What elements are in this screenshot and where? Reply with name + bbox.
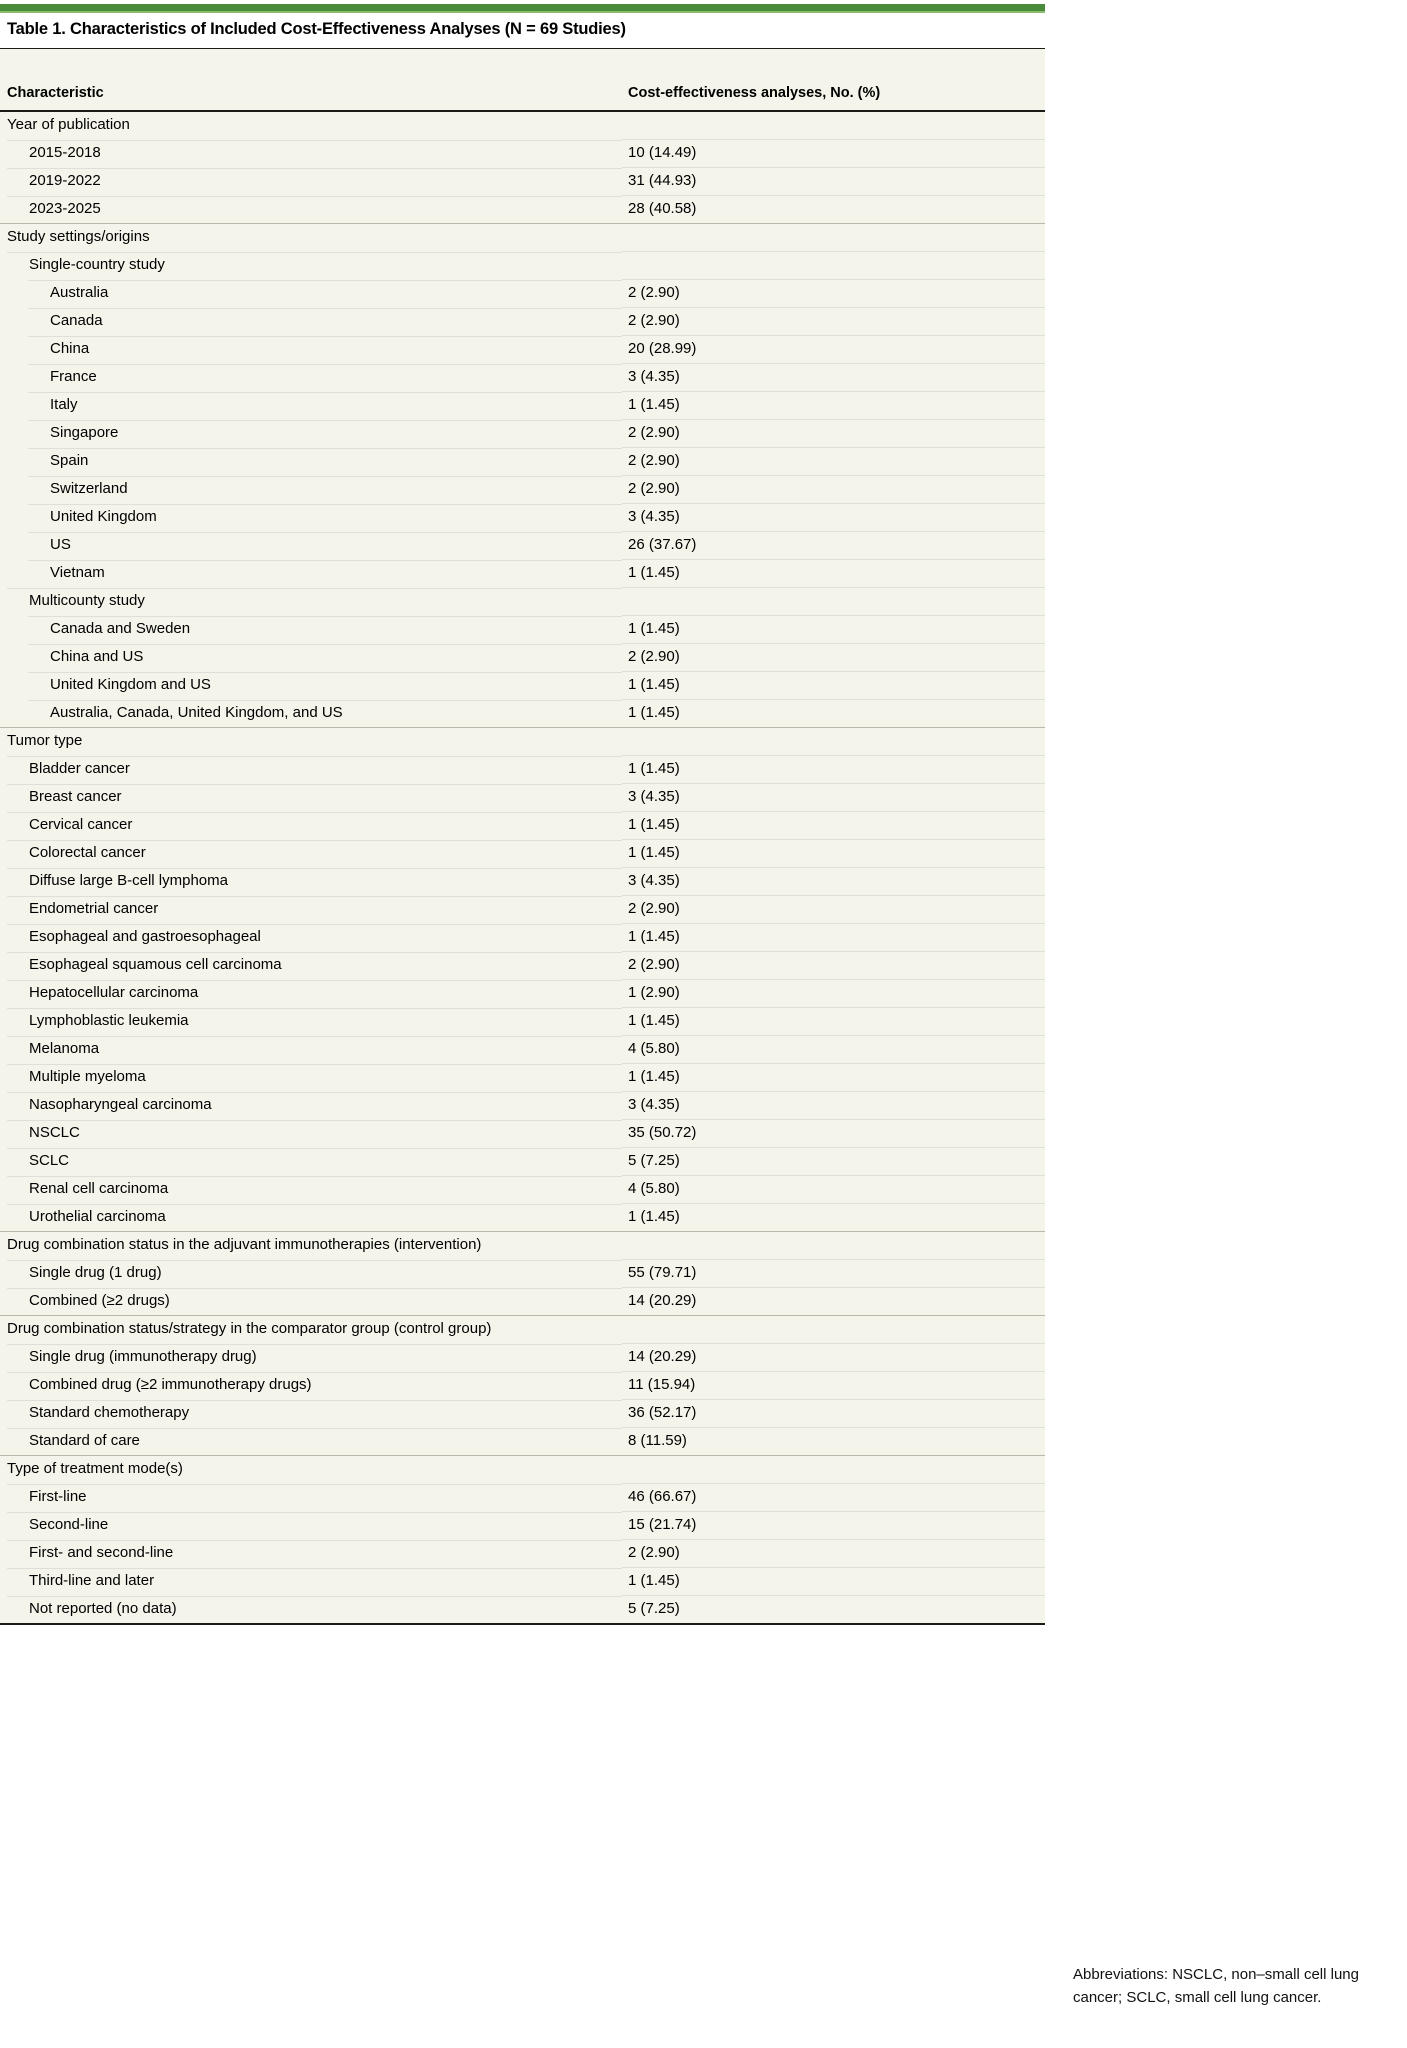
row-value: 2 (2.90)	[622, 475, 1045, 503]
row-value: 28 (40.58)	[622, 195, 1045, 223]
table-row	[0, 1203, 1045, 1231]
row-value	[622, 727, 1045, 755]
row-value: 1 (1.45)	[622, 1063, 1045, 1091]
row-label: China and US	[0, 643, 622, 671]
row-label: 2023-2025	[0, 195, 622, 223]
row-value: 2 (2.90)	[622, 1539, 1045, 1567]
row-value: 2 (2.90)	[622, 419, 1045, 447]
table-row	[0, 867, 1045, 895]
row-label: Renal cell carcinoma	[0, 1175, 622, 1203]
table-row	[0, 923, 1045, 951]
row-label: Bladder cancer	[0, 755, 622, 783]
table-section-row	[0, 727, 1045, 755]
accent-bar-top	[0, 4, 1045, 11]
table-row	[0, 615, 1045, 643]
table-row	[0, 1595, 1045, 1624]
row-label: Spain	[0, 447, 622, 475]
row-value: 14 (20.29)	[622, 1343, 1045, 1371]
table-row	[0, 1483, 1045, 1511]
row-label: NSCLC	[0, 1119, 622, 1147]
row-value	[622, 111, 1045, 140]
row-value: 1 (1.45)	[622, 811, 1045, 839]
row-value	[622, 587, 1045, 615]
table-row	[0, 1371, 1045, 1399]
row-value: 31 (44.93)	[622, 167, 1045, 195]
row-value: 2 (2.90)	[622, 951, 1045, 979]
row-label: Multicounty study	[0, 587, 622, 615]
table-section-row	[0, 1231, 1045, 1259]
row-value: 3 (4.35)	[622, 783, 1045, 811]
row-label: Vietnam	[0, 559, 622, 587]
table-row	[0, 1399, 1045, 1427]
row-label: Nasopharyngeal carcinoma	[0, 1091, 622, 1119]
row-label: Not reported (no data)	[0, 1595, 622, 1624]
row-label: 2019-2022	[0, 167, 622, 195]
row-value: 15 (21.74)	[622, 1511, 1045, 1539]
row-value: 1 (1.45)	[622, 755, 1045, 783]
row-label: Single drug (1 drug)	[0, 1259, 622, 1287]
row-label: 2015-2018	[0, 139, 622, 167]
table-row	[0, 587, 1045, 615]
table-row	[0, 1119, 1045, 1147]
row-value: 14 (20.29)	[622, 1287, 1045, 1315]
characteristics-table	[0, 48, 1045, 1625]
table-row	[0, 1343, 1045, 1371]
table-section-row	[0, 223, 1045, 251]
row-value	[622, 223, 1045, 251]
row-value: 1 (1.45)	[622, 699, 1045, 727]
table-row	[0, 1567, 1045, 1595]
table-row	[0, 1175, 1045, 1203]
table-row	[0, 783, 1045, 811]
row-label: Hepatocellular carcinoma	[0, 979, 622, 1007]
table-row	[0, 1091, 1045, 1119]
row-label: SCLC	[0, 1147, 622, 1175]
table-head	[0, 48, 1045, 111]
table-row	[0, 167, 1045, 195]
table-row	[0, 139, 1045, 167]
table-row	[0, 251, 1045, 279]
row-value: 5 (7.25)	[622, 1595, 1045, 1624]
row-value: 3 (4.35)	[622, 363, 1045, 391]
table-row	[0, 1539, 1045, 1567]
table-row	[0, 475, 1045, 503]
table-row	[0, 419, 1045, 447]
table-row	[0, 839, 1045, 867]
row-label: Type of treatment mode(s)	[0, 1455, 622, 1483]
row-label: Italy	[0, 391, 622, 419]
row-label: Multiple myeloma	[0, 1063, 622, 1091]
row-label: US	[0, 531, 622, 559]
row-label: Urothelial carcinoma	[0, 1203, 622, 1231]
row-value: 2 (2.90)	[622, 447, 1045, 475]
table-row	[0, 307, 1045, 335]
row-value	[622, 1231, 1045, 1259]
table-section-row	[0, 111, 1045, 140]
table-container	[0, 13, 1045, 1625]
row-label: Diffuse large B-cell lymphoma	[0, 867, 622, 895]
row-label: Switzerland	[0, 475, 622, 503]
row-label: Year of publication	[0, 111, 622, 140]
row-label: Breast cancer	[0, 783, 622, 811]
row-value: 20 (28.99)	[622, 335, 1045, 363]
row-value: 1 (1.45)	[622, 1007, 1045, 1035]
table-row	[0, 1063, 1045, 1091]
table-row	[0, 1035, 1045, 1063]
row-value: 35 (50.72)	[622, 1119, 1045, 1147]
table-row	[0, 447, 1045, 475]
row-label: Combined (≥2 drugs)	[0, 1287, 622, 1315]
row-label: United Kingdom	[0, 503, 622, 531]
row-label: Australia	[0, 279, 622, 307]
row-value: 3 (4.35)	[622, 867, 1045, 895]
row-value: 1 (1.45)	[622, 839, 1045, 867]
row-value: 1 (1.45)	[622, 1203, 1045, 1231]
row-label: Combined drug (≥2 immunotherapy drugs)	[0, 1371, 622, 1399]
row-label: Canada and Sweden	[0, 615, 622, 643]
table-row	[0, 699, 1045, 727]
table-row	[0, 643, 1045, 671]
column-header-characteristic: Characteristic	[0, 48, 622, 111]
row-label: Standard of care	[0, 1427, 622, 1455]
row-value	[622, 251, 1045, 279]
table-row	[0, 755, 1045, 783]
row-value: 46 (66.67)	[622, 1483, 1045, 1511]
row-label: China	[0, 335, 622, 363]
row-value: 10 (14.49)	[622, 139, 1045, 167]
row-value: 2 (2.90)	[622, 279, 1045, 307]
row-value: 1 (1.45)	[622, 559, 1045, 587]
row-value: 8 (11.59)	[622, 1427, 1045, 1455]
row-label: Esophageal and gastroesophageal	[0, 923, 622, 951]
table-row	[0, 895, 1045, 923]
row-label: United Kingdom and US	[0, 671, 622, 699]
table-row	[0, 671, 1045, 699]
row-label: Drug combination status/strategy in the comparator group (control group)	[0, 1315, 622, 1343]
table-row	[0, 559, 1045, 587]
row-label: Single-country study	[0, 251, 622, 279]
table-header-row	[0, 48, 1045, 111]
row-label: Endometrial cancer	[0, 895, 622, 923]
row-label: Second-line	[0, 1511, 622, 1539]
row-value: 3 (4.35)	[622, 1091, 1045, 1119]
row-label: Standard chemotherapy	[0, 1399, 622, 1427]
table-row	[0, 1287, 1045, 1315]
row-value: 11 (15.94)	[622, 1371, 1045, 1399]
row-value: 36 (52.17)	[622, 1399, 1045, 1427]
column-header-cost-effectiveness-analyses: Cost-effectiveness analyses, No. (%)	[622, 48, 1045, 111]
table-row	[0, 391, 1045, 419]
row-value: 1 (1.45)	[622, 671, 1045, 699]
row-value: 2 (2.90)	[622, 895, 1045, 923]
row-label: First-line	[0, 1483, 622, 1511]
table-title: Table 1. Characteristics of Included Cost-Effectiveness Analyses (N = 69 Studies)	[0, 13, 1045, 48]
row-value: 5 (7.25)	[622, 1147, 1045, 1175]
row-value: 2 (2.90)	[622, 307, 1045, 335]
table-row	[0, 195, 1045, 223]
row-label: Canada	[0, 307, 622, 335]
table-row	[0, 1007, 1045, 1035]
row-value: 1 (1.45)	[622, 1567, 1045, 1595]
table-row	[0, 1259, 1045, 1287]
table-section-row	[0, 1455, 1045, 1483]
row-label: Drug combination status in the adjuvant immunotherapies (intervention)	[0, 1231, 622, 1259]
row-label: France	[0, 363, 622, 391]
row-label: Tumor type	[0, 727, 622, 755]
row-value: 4 (5.80)	[622, 1175, 1045, 1203]
row-value	[622, 1455, 1045, 1483]
row-value	[622, 1315, 1045, 1343]
table-row	[0, 1427, 1045, 1455]
table-row	[0, 1511, 1045, 1539]
abbreviations-footnote: Abbreviations: NSCLC, non–small cell lung cancer; SCLC, small cell lung cancer.	[1073, 1966, 1359, 2007]
table-row	[0, 503, 1045, 531]
row-label: Melanoma	[0, 1035, 622, 1063]
row-label: Australia, Canada, United Kingdom, and US	[0, 699, 622, 727]
table-row	[0, 951, 1045, 979]
table-row	[0, 1147, 1045, 1175]
row-value: 1 (1.45)	[622, 615, 1045, 643]
row-value: 26 (37.67)	[622, 531, 1045, 559]
table-row	[0, 363, 1045, 391]
row-label: Cervical cancer	[0, 811, 622, 839]
table-row	[0, 811, 1045, 839]
table-body	[0, 111, 1045, 1624]
row-value: 1 (1.45)	[622, 391, 1045, 419]
row-label: First- and second-line	[0, 1539, 622, 1567]
row-label: Third-line and later	[0, 1567, 622, 1595]
row-value: 2 (2.90)	[622, 643, 1045, 671]
table-row	[0, 335, 1045, 363]
row-value: 1 (2.90)	[622, 979, 1045, 1007]
row-label: Lymphoblastic leukemia	[0, 1007, 622, 1035]
table-section-row	[0, 1315, 1045, 1343]
row-label: Single drug (immunotherapy drug)	[0, 1343, 622, 1371]
row-value: 3 (4.35)	[622, 503, 1045, 531]
table-row	[0, 279, 1045, 307]
table-row	[0, 531, 1045, 559]
row-value: 4 (5.80)	[622, 1035, 1045, 1063]
row-label: Study settings/origins	[0, 223, 622, 251]
row-label: Colorectal cancer	[0, 839, 622, 867]
row-label: Esophageal squamous cell carcinoma	[0, 951, 622, 979]
table-row	[0, 979, 1045, 1007]
row-value: 55 (79.71)	[622, 1259, 1045, 1287]
row-label: Singapore	[0, 419, 622, 447]
row-value: 1 (1.45)	[622, 923, 1045, 951]
